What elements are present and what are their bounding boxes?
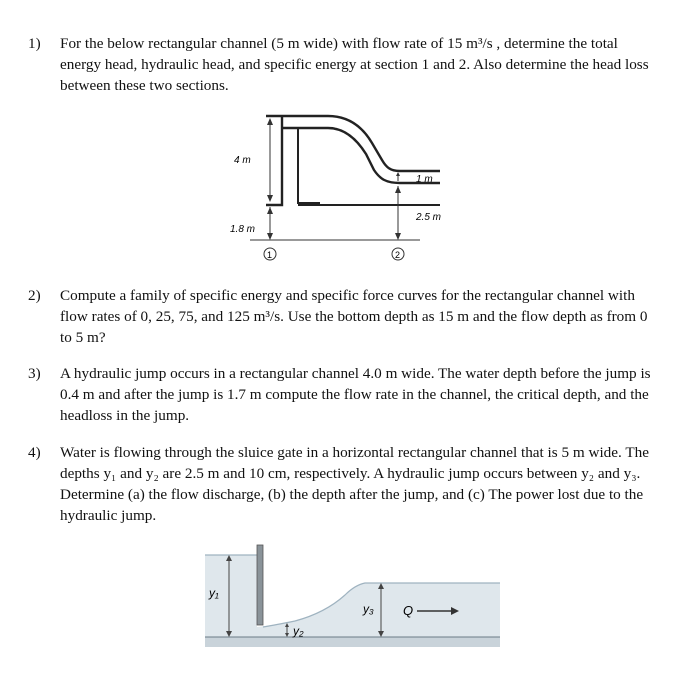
question-3-number: 3) [28, 365, 41, 382]
question-1-number: 1) [28, 35, 41, 52]
sluice-gate-figure [205, 543, 500, 653]
channel-bed-line [266, 116, 440, 205]
question-2-text: Compute a family of specific energy and specific force curves for the rectangular channel with flow rates of 0, 25, 75, and 125 m³/s. Use the bottom depth as 15 m and the flow depth as from 0 to 5 m? [60, 287, 648, 346]
question-3 [28, 363, 658, 426]
label-y2: y₂ [293, 624, 304, 638]
label-1m: 1 m [416, 174, 433, 185]
label-Q: Q [403, 603, 414, 618]
question-1 [28, 33, 658, 96]
label-y3: y₃ [363, 602, 374, 616]
question-2 [28, 285, 658, 348]
channel-bottom [205, 637, 500, 647]
label-y1: y₁ [209, 586, 219, 600]
label-1-8m: 1.8 m [230, 224, 256, 235]
label-2-5m: 2.5 m [416, 212, 442, 223]
section-1-marker: 1 [267, 250, 273, 260]
question-3-text: A hydraulic jump occurs in a rectangular channel 4.0 m wide. The water depth before the jump is 0.4 m and after the jump is 1.7 m compute the flow rate in the channel, the critical depth, and the headloss in the jump. [60, 365, 651, 424]
section-2-marker: 2 [395, 250, 401, 260]
water-surface-line [266, 116, 440, 171]
question-1-text: For the below rectangular channel (5 m wide) with flow rate of 15 m³/s , determine the total energy head, hydraulic head, and specific energy at section 1 and 2. Also determine the head loss between these two sections. [60, 35, 649, 94]
question-4-text: Water is flowing through the sluice gate in a horizontal rectangular channel that is 5 m wide. The depths y₁ and y₂ are 2.5 m and 10 cm, respectively. A hydraulic jump occurs between y₂ and y₃. Determine (a) the flow discharge, (b) the depth after the jump, and (c) The power lost due to the hydraulic jump. [60, 444, 649, 524]
question-4 [28, 442, 658, 526]
question-4-number: 4) [28, 444, 41, 461]
question-2-number: 2) [28, 287, 41, 304]
water-body [205, 555, 500, 637]
label-4m: 4 m [234, 155, 251, 166]
sluice-gate [257, 545, 263, 625]
channel-drop-figure [220, 108, 460, 268]
